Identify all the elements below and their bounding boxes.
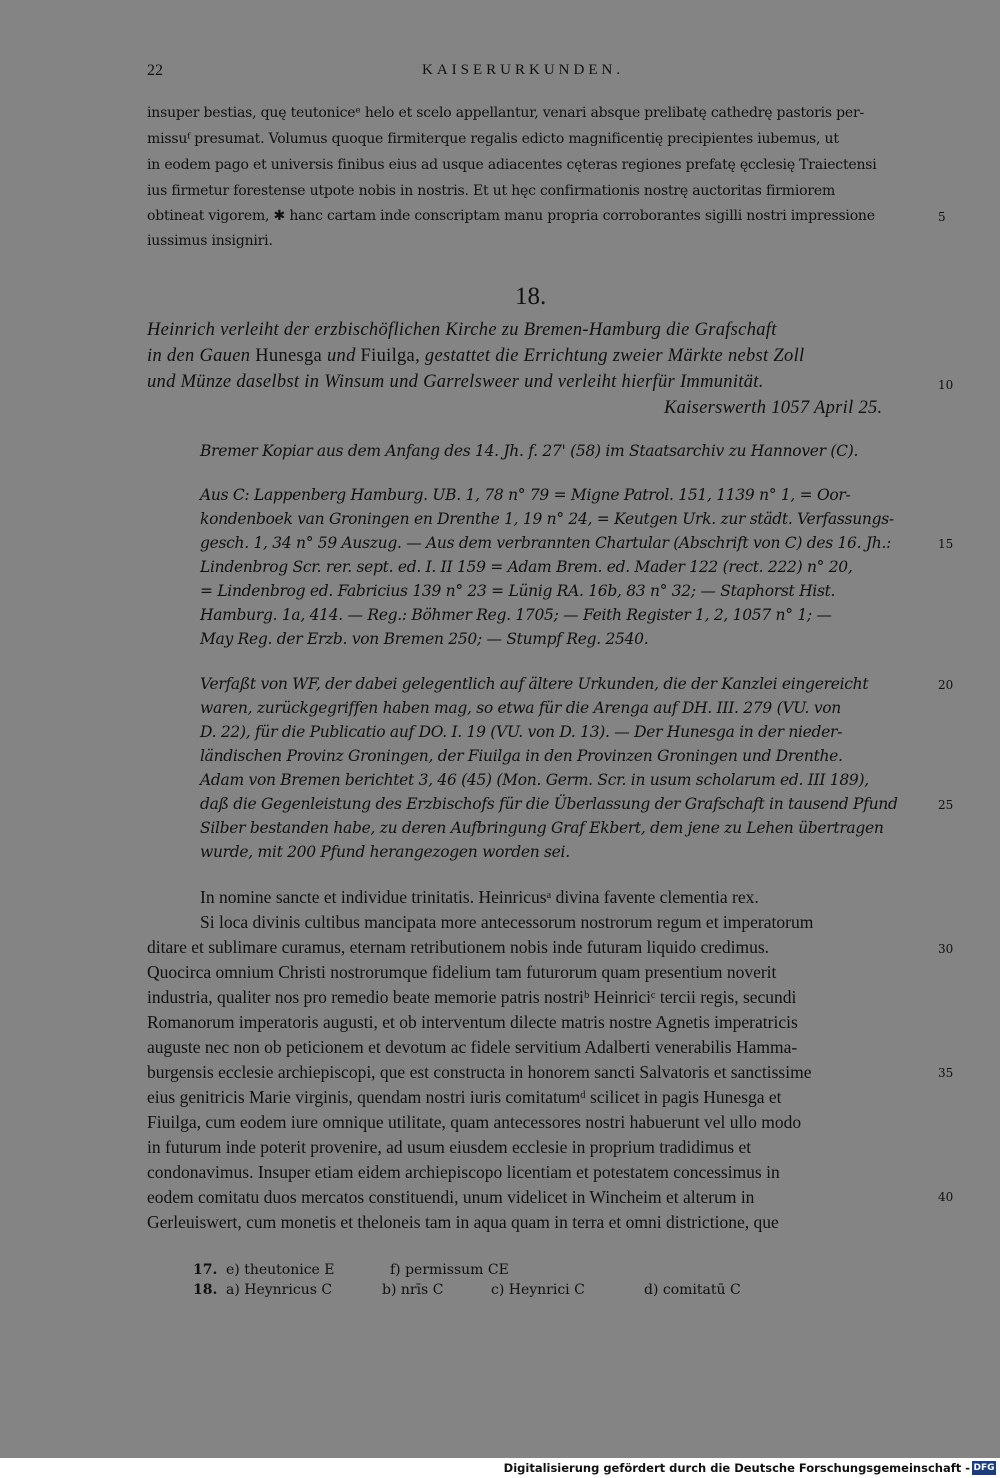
- page-number: 22: [147, 62, 163, 79]
- line-number: 15: [938, 537, 954, 551]
- note-line: kondenboek van Groningen en Drenthe 1, 19 n° 24, = Keutgen Urk. zur städt. Verfassungs-: [200, 510, 894, 528]
- note-line: Adam von Bremen berichtet 3, 46 (45) (Mon. Germ. Scr. in usum scholarum ed. III 189),: [200, 771, 869, 789]
- text-line: obtineat vigorem, ✱ hanc cartam inde conscriptam manu propria corroborantes sigilli nostri impressione: [147, 208, 875, 224]
- summary-line: Heinrich verleiht der erzbischöflichen Kirche zu Bremen-Hamburg die Grafschaft: [147, 320, 777, 340]
- line-number: 35: [938, 1066, 954, 1080]
- summary-fragment: und: [322, 346, 361, 366]
- note-line: wurde, mit 200 Pfund herangezogen worden sei.: [200, 843, 570, 861]
- text-line: ditare et sublimare curamus, eternam retributionem nobis inde futuram liquido credimus.: [147, 937, 770, 957]
- summary-fragment: , gestattet die Errichtung zweier Märkte nebst Zoll: [415, 346, 805, 366]
- note-line: daß die Gegenleistung des Erzbischofs für die Überlassung der Grafschaft in tausend Pfund: [200, 795, 898, 813]
- document-date: Kaiserswerth 1057 April 25.: [664, 398, 883, 418]
- text-line: industria, qualiter nos pro remedio beate memorie patris nostriᵇ Heinriciᶜ tercii regis, secundi: [147, 987, 797, 1007]
- footnote: e) theutonice E: [226, 1262, 335, 1278]
- text-line: Si loca divinis cultibus mancipata more antecessorum nostrorum regum et imperatorum: [200, 912, 814, 932]
- document-number: 18.: [515, 283, 547, 310]
- text-line: In nomine sancte et individue trinitatis. Heinricusᵃ divina favente clementia rex.: [200, 887, 759, 907]
- text-line: missuᶠ presumat. Volumus quoque firmiterque regalis edicto magnificentię precipientes iubemus, ut: [147, 131, 839, 147]
- text-line: in eodem pago et universis finibus eius ad usque adiacentes cęteras regiones prefatę ęcclesię Traiectensi: [147, 157, 877, 173]
- note-line: D. 22), für die Publicatio auf DO. I. 19 (VU. von D. 13). — Der Hunesga in der nieder-: [200, 723, 843, 741]
- text-line: Quocirca omnium Christi nostrorumque fidelium tam futurorum quam presentium noverit: [147, 962, 777, 982]
- summary-line: [147, 346, 804, 367]
- note-line: ländischen Provinz Groningen, der Fiuilga in den Provinzen Groningen und Drenthe.: [200, 747, 843, 765]
- place-fiuilga: Fiuilga: [360, 346, 416, 366]
- note-line: Lindenbrog Scr. rer. sept. ed. I. II 159 = Adam Brem. ed. Mader 122 (rect. 222) n° 20,: [200, 558, 853, 576]
- footnote: b) nrīs C: [382, 1282, 444, 1298]
- footnote: d) comitatū C: [644, 1282, 741, 1298]
- place-hunesga: Hunesga: [255, 346, 323, 366]
- text-line: condonavimus. Insuper etiam eidem archiepiscopo licentiam et potestatem concessimus in: [147, 1162, 780, 1182]
- text-line: Romanorum imperatoris augusti, et ob interventum dilecte matris nostre Agnetis imperatricis: [147, 1012, 798, 1032]
- text-line: burgensis ecclesie archiepiscopi, que est constructa in honorem sancti Salvatoris et sanctissime: [147, 1062, 812, 1082]
- line-number: 25: [938, 798, 954, 812]
- text-line: eodem comitatu duos mercatos constituendi, unum videlicet in Wincheim et alterum in: [147, 1187, 755, 1207]
- text-line: auguste nec non ob peticionem et devotum ac fidele servitium Adalberti venerabilis Hamma-: [147, 1037, 798, 1057]
- running-head: KAISERURKUNDEN.: [422, 62, 625, 78]
- note-line: gesch. 1, 34 n° 59 Auszug. — Aus dem verbrannten Chartular (Abschrift von C) des 16. Jh.:: [200, 534, 892, 552]
- footer-credit: Digitalisierung gefördert durch die Deutsche Forschungsgemeinschaft -: [503, 1461, 970, 1475]
- line-number: 40: [938, 1190, 954, 1204]
- footnote: c) Heynrici C: [491, 1282, 585, 1298]
- line-number: 10: [938, 378, 954, 392]
- note-line: Silber bestanden habe, zu deren Aufbringung Graf Ekbert, dem jene zu Lehen übertragen: [200, 819, 884, 837]
- summary-fragment: in den Gauen: [147, 346, 256, 366]
- note-line: May Reg. der Erzb. von Bremen 250; — Stumpf Reg. 2540.: [200, 630, 649, 648]
- footnote: f) permissum CE: [390, 1262, 509, 1278]
- source-note: Bremer Kopiar aus dem Anfang des 14. Jh. f. 27' (58) im Staatsarchiv zu Hannover (C).: [200, 442, 859, 460]
- line-number: 5: [938, 210, 946, 224]
- footnote: a) Heynricus C: [226, 1282, 333, 1298]
- text-line: iussimus insigniri.: [147, 233, 273, 249]
- footnote-label: 18.: [193, 1282, 218, 1298]
- text-line: eius genitricis Marie virginis, quendam nostri iuris comitatumᵈ scilicet in pagis Hunesga et: [147, 1087, 782, 1107]
- line-number: 30: [938, 942, 954, 956]
- summary-line: und Münze daselbst in Winsum und Garrelsweer und verleiht hierfür Immunität.: [147, 372, 764, 392]
- text-line: Gerleuiswert, cum monetis et theloneis tam in aqua quam in terra et omni districtione, que: [147, 1212, 779, 1232]
- dfg-logo: DFG: [973, 1463, 995, 1473]
- note-line: = Lindenbrog ed. Fabricius 139 n° 23 = Lünig RA. 16b, 83 n° 32; — Staphorst Hist.: [200, 582, 836, 600]
- text-line: ius firmetur forestense utpote nobis in nostris. Et ut hęc confirmationis nostrę auctoritas firmiorem: [147, 183, 836, 199]
- note-line: Aus C: Lappenberg Hamburg. UB. 1, 78 n° 79 = Migne Patrol. 151, 1139 n° 1, = Oor-: [200, 486, 851, 504]
- note-line: Hamburg. 1a, 414. — Reg.: Böhmer Reg. 1705; — Feith Register 1, 2, 1057 n° 1; —: [200, 606, 832, 624]
- footnote-label: 17.: [193, 1262, 218, 1278]
- note-line: waren, zurückgegriffen haben mag, so etwa für die Arenga auf DH. III. 279 (VU. von: [200, 699, 841, 717]
- line-number: 20: [938, 678, 954, 692]
- text-line: insuper bestias, quę teutoniceᵉ helo et scelo appellantur, venari absque prelibatę cathedrę pastoris per-: [147, 105, 864, 121]
- note-line: Verfaßt von WF, der dabei gelegentlich auf ältere Urkunden, die der Kanzlei eingereicht: [200, 675, 869, 693]
- text-line: Fiuilga, cum eodem iure omnique utilitate, quam antecessores nostri habuerunt vel ullo modo: [147, 1112, 802, 1132]
- text-line: in futurum inde poterit provenire, ad usum eiusdem ecclesie in proprium tradidimus et: [147, 1137, 752, 1157]
